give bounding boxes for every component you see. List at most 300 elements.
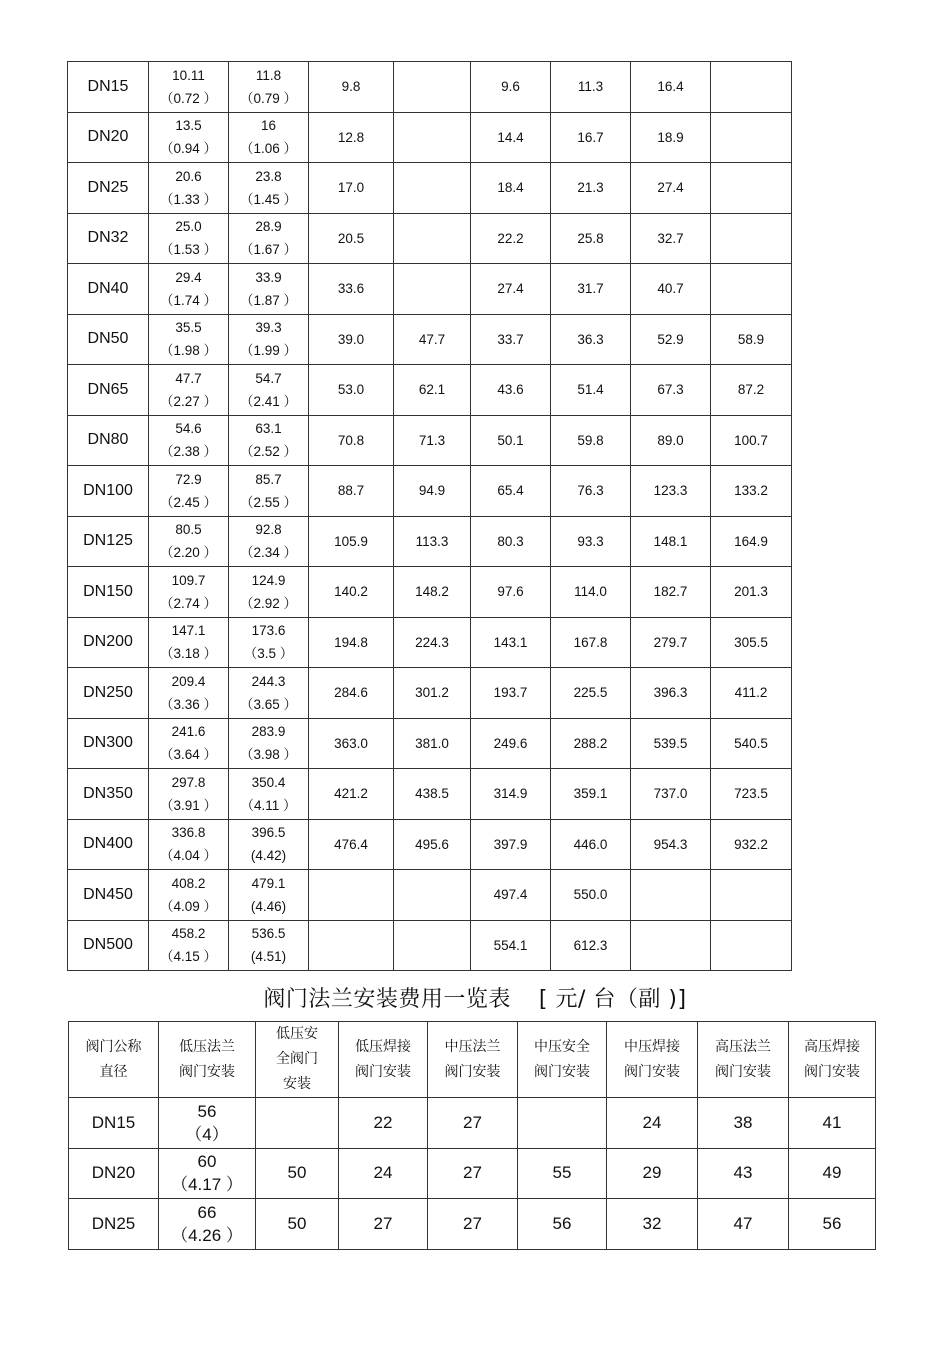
table-row: [68, 819, 792, 870]
table-cell: [394, 213, 471, 264]
cell-value: 458.2: [171, 926, 206, 942]
table-cell: 33.6: [309, 264, 394, 315]
table-row: [68, 567, 792, 618]
cell-subvalue: （2.52 ）: [239, 444, 298, 460]
cell-value: 63.1: [255, 421, 282, 437]
cell-subvalue: （2.20 ）: [159, 545, 218, 561]
table-cell: 954.3: [631, 819, 711, 870]
table-cell: 27: [339, 1199, 428, 1250]
table-cell: 550.0: [551, 870, 631, 921]
column-header-line: 阀门安装: [355, 1063, 411, 1080]
table-cell: 33.7: [471, 314, 551, 365]
nominal-diameter-cell: DN80: [68, 415, 149, 466]
cell-subvalue: （4.11 ）: [240, 797, 297, 813]
table-cell: 21.3: [551, 163, 631, 214]
cell-value: 85.7: [255, 471, 282, 487]
table-cell: 194.8: [309, 617, 394, 668]
table-cell: [149, 819, 229, 870]
cell-subvalue: （3.65 ）: [239, 696, 298, 712]
table-cell: 114.0: [551, 567, 631, 618]
table-cell: 314.9: [471, 769, 551, 820]
cell-subvalue: （1.45 ）: [239, 191, 298, 207]
column-header-line: 中压法兰: [444, 1038, 501, 1055]
cell-subvalue: （3.5 ）: [243, 646, 294, 662]
table-row: [68, 870, 792, 921]
nominal-diameter-cell: DN40: [68, 264, 149, 315]
cell-subvalue: （3.18 ）: [159, 646, 218, 662]
table-cell: [229, 516, 309, 567]
table-cell: [149, 62, 229, 113]
table-cell: 113.3: [394, 516, 471, 567]
cell-subvalue: （2.74 ）: [159, 595, 218, 611]
table-cell: [229, 415, 309, 466]
table-cell: 143.1: [471, 617, 551, 668]
table-cell: [229, 213, 309, 264]
cell-value: 54.7: [255, 370, 282, 386]
table-cell: [711, 870, 792, 921]
cell-subvalue: （2.41 ）: [239, 393, 298, 409]
nominal-diameter-cell: DN400: [68, 819, 149, 870]
cell-subvalue: （2.27 ）: [159, 393, 218, 409]
table-cell: 88.7: [309, 466, 394, 517]
nominal-diameter-cell: DN150: [68, 567, 149, 618]
table-cell: [518, 1098, 607, 1149]
cell-subvalue: （2.38 ）: [159, 444, 218, 460]
cell-subvalue: （2.92 ）: [239, 595, 298, 611]
table-cell: 70.8: [309, 415, 394, 466]
table-row: [68, 62, 792, 113]
table-cell: 31.7: [551, 264, 631, 315]
table-row: [68, 365, 792, 416]
column-header-line: 低压法兰: [179, 1038, 235, 1055]
table-cell: 9.8: [309, 62, 394, 113]
cell-value: 350.4: [251, 774, 286, 790]
table-cell: [711, 112, 792, 163]
table-cell: 301.2: [394, 668, 471, 719]
table-cell: 43.6: [471, 365, 551, 416]
title-text: 阀门法兰安装费用一览表: [263, 987, 511, 1012]
nominal-diameter-cell: DN125: [68, 516, 149, 567]
table-cell: [149, 920, 229, 971]
nominal-diameter-cell: DN100: [68, 466, 149, 517]
table-cell: [229, 365, 309, 416]
table-row: [68, 920, 792, 971]
table-cell: 65.4: [471, 466, 551, 517]
table-cell: 97.6: [471, 567, 551, 618]
cell-subvalue: （2.55 ）: [239, 494, 298, 510]
table-cell: 193.7: [471, 668, 551, 719]
cell-subvalue: （1.33 ）: [159, 191, 218, 207]
table-cell: 27: [428, 1199, 518, 1250]
table-cell: 182.7: [631, 567, 711, 618]
table-cell: 76.3: [551, 466, 631, 517]
table-cell: 62.1: [394, 365, 471, 416]
table-cell: [229, 62, 309, 113]
table-cell: [394, 264, 471, 315]
column-header-line: 高压焊接: [804, 1038, 860, 1055]
table-cell: 32: [607, 1199, 698, 1250]
column-header: [256, 1022, 339, 1098]
nominal-diameter-cell: DN50: [68, 314, 149, 365]
cell-value: 13.5: [175, 118, 202, 134]
table-cell: 94.9: [394, 466, 471, 517]
table-cell: 476.4: [309, 819, 394, 870]
table-cell: [149, 466, 229, 517]
table-cell: 51.4: [551, 365, 631, 416]
column-header-line: 全阀门: [276, 1051, 318, 1067]
column-header-line: 中压安全: [534, 1038, 590, 1055]
cell-value: 72.9: [175, 471, 202, 487]
table-cell: [229, 870, 309, 921]
table-cell: [149, 617, 229, 668]
cell-subvalue: （3.36 ）: [159, 696, 218, 712]
cell-value: 39.3: [255, 320, 282, 336]
table-cell: [711, 163, 792, 214]
column-header-line: 直径: [99, 1063, 128, 1080]
table-cell: 58.9: [711, 314, 792, 365]
cell-value: 20.6: [175, 168, 202, 184]
cell-value: 336.8: [171, 825, 206, 841]
table-cell: 55: [518, 1148, 607, 1199]
table-cell: [159, 1148, 256, 1199]
table-cell: [229, 617, 309, 668]
cell-subvalue: （4.09 ）: [159, 898, 218, 914]
table-row: [69, 1199, 876, 1250]
table-cell: 14.4: [471, 112, 551, 163]
table-header-row: [69, 1022, 876, 1098]
table-row: [68, 718, 792, 769]
table-cell: 52.9: [631, 314, 711, 365]
table-cell: [309, 870, 394, 921]
table-cell: 47: [698, 1199, 789, 1250]
cell-subvalue: （4）: [185, 1124, 229, 1144]
table-cell: 438.5: [394, 769, 471, 820]
table-cell: 29: [607, 1148, 698, 1199]
table-cell: 36.3: [551, 314, 631, 365]
column-header-line: 阀门安装: [804, 1063, 860, 1080]
cell-value: 54.6: [175, 421, 202, 437]
table-cell: [229, 466, 309, 517]
column-header-line: 阀门安装: [179, 1063, 235, 1080]
column-header: [69, 1022, 159, 1098]
table-cell: [149, 264, 229, 315]
table-cell: 105.9: [309, 516, 394, 567]
table-cell: 56: [789, 1199, 876, 1250]
cell-subvalue: （1.87 ）: [239, 292, 298, 308]
cell-subvalue: (4.46): [250, 898, 287, 914]
table-cell: [394, 62, 471, 113]
column-header-line: 阀门公称: [85, 1038, 142, 1055]
table-cell: 288.2: [551, 718, 631, 769]
table-cell: [256, 1098, 339, 1149]
column-header: [159, 1022, 256, 1098]
table-row: [69, 1098, 876, 1149]
nominal-diameter-cell: DN500: [68, 920, 149, 971]
nominal-diameter-cell: DN450: [68, 870, 149, 921]
table-cell: [229, 163, 309, 214]
nominal-diameter-cell: DN15: [69, 1098, 159, 1149]
cell-value: 147.1: [171, 623, 206, 639]
table-cell: [394, 112, 471, 163]
nominal-diameter-cell: DN200: [68, 617, 149, 668]
column-header-line: 阀门安装: [444, 1063, 501, 1080]
table-cell: [149, 718, 229, 769]
table-cell: [229, 668, 309, 719]
table-cell: 67.3: [631, 365, 711, 416]
table-cell: 93.3: [551, 516, 631, 567]
table-cell: 80.3: [471, 516, 551, 567]
table-cell: [394, 163, 471, 214]
cell-value: 29.4: [175, 269, 202, 285]
table-cell: 71.3: [394, 415, 471, 466]
table-row: [68, 314, 792, 365]
table-cell: 539.5: [631, 718, 711, 769]
table-cell: [229, 819, 309, 870]
cell-subvalue: （2.34 ）: [239, 545, 298, 561]
table-cell: 18.4: [471, 163, 551, 214]
cell-value: 23.8: [255, 168, 282, 184]
table-cell: [229, 314, 309, 365]
cell-subvalue: （4.17 ）: [171, 1175, 243, 1195]
nominal-diameter-cell: DN25: [68, 163, 149, 214]
table-cell: 167.8: [551, 617, 631, 668]
table-cell: [711, 264, 792, 315]
table-cell: 27.4: [631, 163, 711, 214]
table-cell: 22.2: [471, 213, 551, 264]
cell-value: 396.5: [251, 825, 286, 841]
table-cell: 497.4: [471, 870, 551, 921]
title-unit: [ 元/ 台（副 )]: [538, 987, 687, 1012]
cell-value: 297.8: [171, 774, 206, 790]
column-header-line: 阀门安装: [534, 1063, 590, 1080]
cell-subvalue: （1.99 ）: [239, 343, 298, 359]
table-cell: [159, 1098, 256, 1149]
table-cell: [631, 920, 711, 971]
table-cell: [229, 769, 309, 820]
table-body: [68, 62, 792, 971]
column-header: [428, 1022, 518, 1098]
cell-value: 16: [260, 118, 277, 134]
table-cell: [149, 163, 229, 214]
nominal-diameter-cell: DN65: [68, 365, 149, 416]
table-cell: 56: [518, 1199, 607, 1250]
table-title: [0, 982, 950, 1013]
cell-value: 244.3: [251, 673, 286, 689]
column-header-line: 低压焊接: [355, 1038, 411, 1055]
nominal-diameter-cell: DN20: [68, 112, 149, 163]
table-cell: [149, 668, 229, 719]
table-cell: 16.4: [631, 62, 711, 113]
cell-subvalue: （3.98 ）: [239, 747, 298, 763]
table-cell: [229, 718, 309, 769]
table-cell: [229, 567, 309, 618]
cell-value: 25.0: [175, 219, 202, 235]
table-cell: 249.6: [471, 718, 551, 769]
cell-value: 80.5: [175, 522, 202, 538]
table-cell: 554.1: [471, 920, 551, 971]
table-cell: 24: [339, 1148, 428, 1199]
table-cell: [149, 415, 229, 466]
table-cell: 359.1: [551, 769, 631, 820]
cell-subvalue: （3.91 ）: [159, 797, 218, 813]
table-cell: 932.2: [711, 819, 792, 870]
nominal-diameter-cell: DN32: [68, 213, 149, 264]
table-row: [68, 112, 792, 163]
column-header: [339, 1022, 428, 1098]
table-cell: 17.0: [309, 163, 394, 214]
cell-value: 35.5: [175, 320, 202, 336]
cell-value: 109.7: [171, 572, 206, 588]
table-cell: 446.0: [551, 819, 631, 870]
table-cell: 50: [256, 1148, 339, 1199]
table-cell: [149, 567, 229, 618]
table-cell: 12.8: [309, 112, 394, 163]
table-cell: 53.0: [309, 365, 394, 416]
table-cell: 225.5: [551, 668, 631, 719]
table-cell: 148.1: [631, 516, 711, 567]
column-header-line: 安装: [283, 1076, 311, 1092]
table-row: [68, 769, 792, 820]
table-cell: 41: [789, 1098, 876, 1149]
cell-value: 124.9: [251, 572, 286, 588]
table-cell: [159, 1199, 256, 1250]
table-row: [68, 516, 792, 567]
table-cell: 612.3: [551, 920, 631, 971]
cell-subvalue: （1.98 ）: [159, 343, 218, 359]
cell-subvalue: （4.15 ）: [159, 949, 218, 965]
nominal-diameter-cell: DN350: [68, 769, 149, 820]
table-cell: 16.7: [551, 112, 631, 163]
table-cell: 49: [789, 1148, 876, 1199]
table-cell: [309, 920, 394, 971]
table-cell: 381.0: [394, 718, 471, 769]
table-cell: 27.4: [471, 264, 551, 315]
cell-subvalue: (4.42): [250, 848, 287, 864]
table-cell: 540.5: [711, 718, 792, 769]
table-cell: 38: [698, 1098, 789, 1149]
table-cell: 32.7: [631, 213, 711, 264]
table-cell: 148.2: [394, 567, 471, 618]
table-cell: 164.9: [711, 516, 792, 567]
cell-value: 173.6: [251, 623, 286, 639]
column-header: [789, 1022, 876, 1098]
cell-subvalue: （4.26 ）: [171, 1225, 243, 1245]
table-cell: [711, 920, 792, 971]
table-cell: 9.6: [471, 62, 551, 113]
table-cell: 50: [256, 1199, 339, 1250]
table-cell: 22: [339, 1098, 428, 1149]
cell-subvalue: （1.06 ）: [239, 141, 298, 157]
table-cell: 100.7: [711, 415, 792, 466]
table-row: [68, 264, 792, 315]
table-cell: 25.8: [551, 213, 631, 264]
cell-subvalue: （1.67 ）: [239, 242, 298, 258]
table-cell: 59.8: [551, 415, 631, 466]
table-cell: 40.7: [631, 264, 711, 315]
table-row: [68, 213, 792, 264]
table-cell: 411.2: [711, 668, 792, 719]
table-cell: 723.5: [711, 769, 792, 820]
table-row: [68, 466, 792, 517]
table-cell: 11.3: [551, 62, 631, 113]
table-cell: 495.6: [394, 819, 471, 870]
table-cell: [149, 769, 229, 820]
cell-subvalue: （3.64 ）: [159, 747, 218, 763]
table-cell: 43: [698, 1148, 789, 1199]
table-cell: [711, 213, 792, 264]
table-cell: 89.0: [631, 415, 711, 466]
cell-value: 10.11: [172, 67, 205, 83]
table-body: [69, 1022, 876, 1250]
table-cell: 140.2: [309, 567, 394, 618]
table-cell: 20.5: [309, 213, 394, 264]
table-cell: 737.0: [631, 769, 711, 820]
cell-subvalue: （1.74 ）: [159, 292, 218, 308]
cell-value: 66: [197, 1202, 217, 1222]
table-cell: 201.3: [711, 567, 792, 618]
cell-subvalue: （0.94 ）: [159, 141, 218, 157]
table-cell: [229, 920, 309, 971]
table-cell: [149, 870, 229, 921]
table-row: [69, 1148, 876, 1199]
cell-value: 11.8: [255, 67, 282, 83]
table-cell: 396.3: [631, 668, 711, 719]
cell-value: 56: [197, 1101, 217, 1121]
table-cell: [149, 365, 229, 416]
table-cell: 305.5: [711, 617, 792, 668]
column-header: [698, 1022, 789, 1098]
table-row: [68, 617, 792, 668]
valve-cost-table-continued: [67, 61, 792, 971]
table-cell: 18.9: [631, 112, 711, 163]
table-cell: 224.3: [394, 617, 471, 668]
table-cell: 50.1: [471, 415, 551, 466]
column-header: [607, 1022, 698, 1098]
valve-flange-install-cost-table: [68, 1021, 876, 1250]
table-cell: 24: [607, 1098, 698, 1149]
table-cell: [149, 516, 229, 567]
table-row: [68, 415, 792, 466]
column-header-line: 中压焊接: [624, 1038, 680, 1055]
cell-subvalue: （0.72 ）: [159, 90, 218, 106]
table-cell: 27: [428, 1148, 518, 1199]
table-cell: 27: [428, 1098, 518, 1149]
table-cell: [711, 62, 792, 113]
cell-subvalue: （2.45 ）: [159, 494, 218, 510]
table-cell: [229, 112, 309, 163]
table-cell: 39.0: [309, 314, 394, 365]
cell-value: 60: [197, 1152, 217, 1172]
cell-subvalue: （4.04 ）: [159, 848, 218, 864]
table-cell: 363.0: [309, 718, 394, 769]
table-cell: 87.2: [711, 365, 792, 416]
table-cell: 279.7: [631, 617, 711, 668]
cell-value: 209.4: [171, 673, 206, 689]
nominal-diameter-cell: DN15: [68, 62, 149, 113]
table-cell: 123.3: [631, 466, 711, 517]
cell-value: 28.9: [255, 219, 282, 235]
table-cell: [229, 264, 309, 315]
cell-value: 536.5: [251, 926, 286, 942]
table-row: [68, 163, 792, 214]
cell-value: 47.7: [175, 370, 202, 386]
cell-value: 92.8: [255, 522, 282, 538]
table-cell: [394, 870, 471, 921]
table-row: [68, 668, 792, 719]
nominal-diameter-cell: DN300: [68, 718, 149, 769]
table-cell: [149, 314, 229, 365]
cell-subvalue: （1.53 ）: [159, 242, 218, 258]
